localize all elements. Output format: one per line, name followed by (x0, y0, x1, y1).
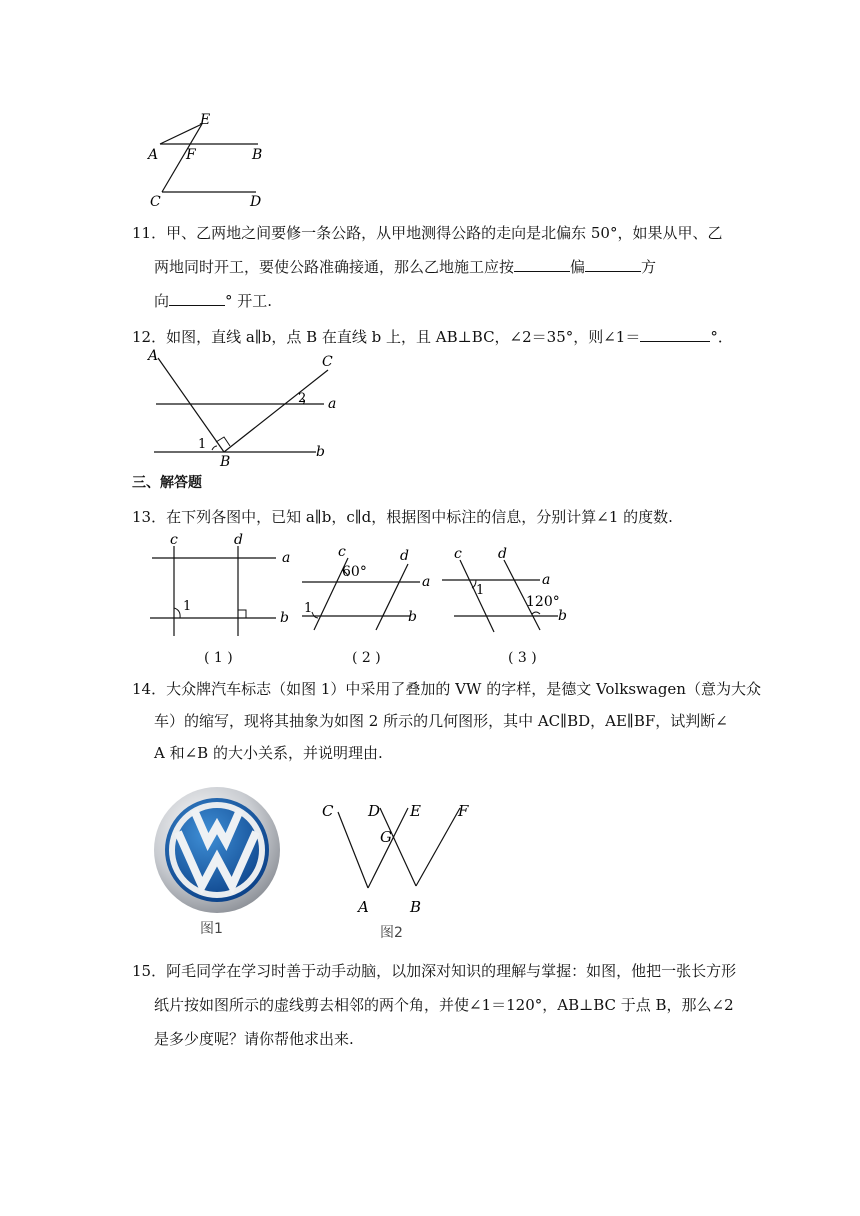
q14f2-label-B: B (410, 898, 422, 916)
q13-number: 13． (132, 508, 167, 526)
q13f3-label-1: 1 (476, 583, 485, 598)
q14-number: 14． (132, 680, 167, 698)
q13f2-label-d: d (400, 548, 409, 564)
q13-figure-2 (298, 540, 438, 640)
label-E: E (200, 112, 211, 128)
q11-line3 (154, 290, 272, 312)
q13-caption-2: ( 2 ) (352, 650, 381, 666)
label-B: B (252, 147, 263, 163)
q15-line3: 是多少度呢？请你帮他求出来. (154, 1030, 354, 1048)
q13-line (132, 506, 673, 528)
q13f2-label-1: 1 (304, 601, 313, 616)
q13f3-label-c: c (454, 546, 462, 562)
q14f2-label-C: C (322, 802, 334, 820)
q14f2-label-D: D (368, 802, 381, 820)
q11-blank-1[interactable] (514, 257, 570, 272)
q14f2-label-F: F (458, 802, 469, 820)
q12-label-C: C (322, 354, 333, 370)
q11-number: 11． (132, 224, 167, 242)
q13f2-label-b: b (408, 609, 417, 625)
q14-text-1: 大众牌汽车标志（如图 1）中采用了叠加的 VW 的字样，是德文 Volkswagen（意为大众 (166, 680, 761, 698)
q14-line2: 车）的缩写，现将其抽象为如图 2 所示的几何图形，其中 AC∥BD，AE∥BF，试判断∠ (154, 712, 728, 730)
q13-figure-1 (146, 530, 300, 642)
q12-label-2: 2 (298, 391, 307, 406)
label-D: D (250, 194, 262, 208)
q13f3-label-a: a (542, 572, 551, 588)
q11-text-2b: 偏 (570, 258, 586, 276)
q12-figure (140, 346, 340, 468)
q12-end: °． (710, 328, 733, 346)
q13f1-label-c: c (170, 532, 178, 548)
q14-figure2-caption: 图2 (380, 925, 403, 941)
q14f2-label-E: E (410, 802, 421, 820)
q11-text-3a: 向 (154, 292, 170, 310)
q13-text: 在下列各图中，已知 a∥b，c∥d，根据图中标注的信息，分别计算∠1 的度数. (166, 508, 673, 526)
q12-label-1: 1 (198, 437, 207, 452)
q11-text-1: 甲、乙两地之间要修一条公路，从甲地测得公路的走向是北偏东 50°，如果从甲、乙 (166, 224, 723, 242)
q12-line (132, 326, 733, 348)
figure-top-geometry (140, 108, 280, 208)
q13f2-label-c: c (338, 544, 346, 560)
q14-figure-2 (312, 790, 482, 940)
q13f2-label-60: 60° (342, 564, 367, 580)
q12-label-a: a (328, 396, 337, 412)
label-C: C (150, 194, 161, 208)
q14-figure1-caption: 图1 (200, 921, 223, 937)
q11-blank-3[interactable] (169, 291, 225, 306)
q12-label-B: B (220, 454, 231, 468)
q13f3-label-d: d (498, 546, 507, 562)
q13f3-label-120: 120° (526, 594, 560, 610)
q14-line1 (132, 678, 761, 700)
q13f1-label-d: d (234, 532, 243, 548)
q13f3-label-b: b (558, 608, 567, 624)
q13-caption-3: ( 3 ) (508, 650, 537, 666)
q11-text-2c: 方 (641, 258, 657, 276)
q15-line1 (132, 960, 736, 982)
q13f1-label-1: 1 (183, 599, 192, 614)
q14f2-label-A: A (358, 898, 369, 916)
q13f1-label-a: a (282, 550, 291, 566)
q12-label-A: A (148, 348, 159, 364)
q15-line2: 纸片按如图所示的虚线剪去相邻的两个角，并使∠1＝120°，AB⊥BC 于点 B，那么∠2 (154, 996, 734, 1014)
vw-logo-image (150, 786, 284, 914)
q11-text-3b: ° 开工. (225, 292, 273, 310)
q14-line3: A 和∠B 的大小关系，并说明理由. (154, 744, 383, 762)
label-A: A (148, 147, 159, 163)
q11-line2 (154, 256, 656, 278)
q15-text-1: 阿毛同学在学习时善于动手动脑，以加深对知识的理解与掌握：如图，他把一张长方形 (166, 962, 737, 980)
label-F: F (186, 147, 196, 163)
q12-blank[interactable] (640, 327, 710, 342)
q12-text: 如图，直线 a∥b，点 B 在直线 b 上，且 AB⊥BC，∠2＝35°，则∠1＝ (166, 328, 641, 346)
q13-caption-1: ( 1 ) (204, 650, 233, 666)
q11-line1 (132, 222, 722, 244)
q14f2-label-G: G (380, 828, 392, 846)
q13f2-label-a: a (422, 574, 431, 590)
q13-figure-3 (440, 540, 580, 640)
q15-number: 15． (132, 962, 167, 980)
q12-number: 12． (132, 328, 167, 346)
q11-text-2a: 两地同时开工，要使公路准确接通，那么乙地施工应按 (154, 258, 515, 276)
q13f1-label-b: b (280, 610, 289, 626)
q12-label-b: b (316, 444, 325, 460)
section-title: 三、解答题 (132, 475, 202, 491)
q11-blank-2[interactable] (585, 257, 641, 272)
